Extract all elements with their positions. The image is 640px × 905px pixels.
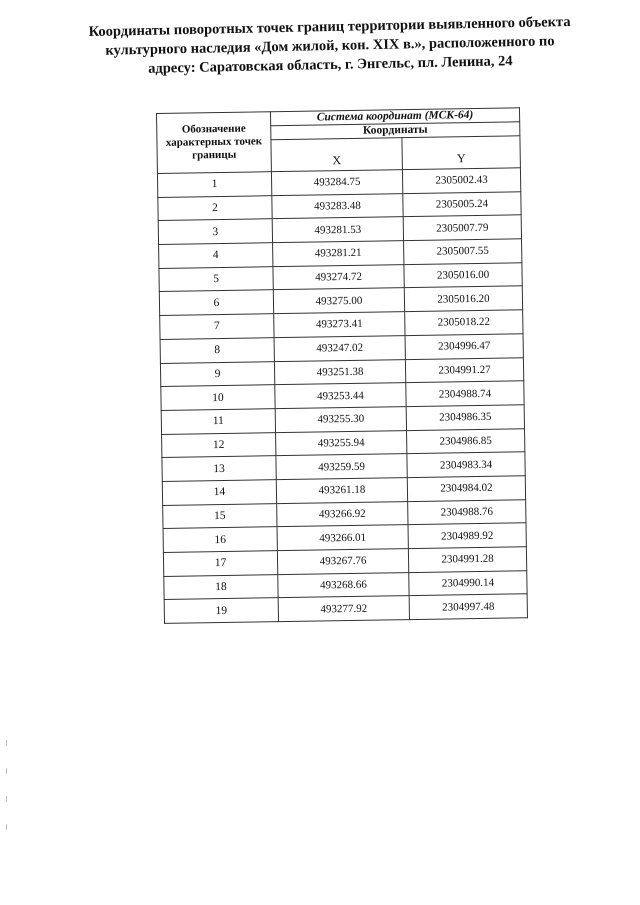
x-coordinate-cell: 493283.48 bbox=[272, 193, 403, 219]
y-coordinate-cell: 2305007.79 bbox=[403, 215, 521, 241]
table-row bbox=[164, 594, 527, 623]
x-coordinate-cell: 493266.92 bbox=[277, 501, 408, 527]
point-number-cell: 11 bbox=[161, 409, 275, 434]
x-coordinate-cell: 493281.53 bbox=[272, 217, 403, 243]
coordinate-system-header: Система координат (МСК-64) bbox=[270, 108, 519, 126]
title-line-2: культурного наследия «Дом жилой, кон. XIX в.», расположенного по bbox=[105, 33, 555, 59]
x-coordinate-cell: 493273.41 bbox=[274, 312, 405, 338]
y-coordinate-cell: 2304986.85 bbox=[407, 428, 525, 454]
y-coordinate-cell: 2304991.28 bbox=[408, 547, 526, 573]
point-number-cell: 17 bbox=[163, 551, 277, 576]
y-coordinate-cell: 2304996.47 bbox=[405, 334, 523, 360]
y-coordinate-cell: 2304983.34 bbox=[407, 452, 525, 478]
x-coordinate-cell: 493261.18 bbox=[276, 478, 407, 504]
y-coordinate-cell: 2305018.22 bbox=[405, 310, 523, 336]
x-coordinate-cell: 493267.76 bbox=[277, 549, 408, 575]
point-number-cell: 3 bbox=[158, 219, 272, 244]
point-number-cell: 12 bbox=[162, 432, 276, 457]
scan-edge-marks bbox=[6, 740, 8, 860]
point-number-cell: 19 bbox=[164, 598, 278, 623]
title-line-1: Координаты поворотных точек границ территории выявленного объекта bbox=[88, 13, 571, 41]
x-column-header: X bbox=[271, 138, 402, 172]
y-coordinate-cell: 2304989.92 bbox=[408, 523, 526, 549]
point-number-cell: 8 bbox=[160, 337, 274, 362]
designation-header: Обозначение характерных точек границы bbox=[157, 112, 272, 174]
y-coordinate-cell: 2305007.55 bbox=[404, 239, 522, 265]
y-coordinate-cell: 2304984.02 bbox=[407, 476, 525, 502]
x-coordinate-cell: 493274.72 bbox=[273, 264, 404, 290]
y-coordinate-cell: 2304997.48 bbox=[409, 594, 527, 620]
x-coordinate-cell: 493277.92 bbox=[278, 596, 409, 622]
x-coordinate-cell: 493259.59 bbox=[276, 454, 407, 480]
coordinates-header: Координаты bbox=[271, 122, 520, 140]
x-coordinate-cell: 493268.66 bbox=[278, 572, 409, 598]
point-number-cell: 9 bbox=[160, 361, 274, 386]
y-column-header: Y bbox=[402, 136, 520, 170]
y-coordinate-cell: 2305016.20 bbox=[404, 286, 522, 312]
x-coordinate-cell: 493284.75 bbox=[271, 170, 402, 196]
x-coordinate-cell: 493247.02 bbox=[274, 335, 405, 361]
y-coordinate-cell: 2304990.14 bbox=[409, 570, 527, 596]
point-number-cell: 15 bbox=[163, 503, 277, 528]
point-number-cell: 16 bbox=[163, 527, 277, 552]
y-coordinate-cell: 2304988.76 bbox=[408, 499, 526, 525]
point-number-cell: 10 bbox=[161, 385, 275, 410]
point-number-cell: 13 bbox=[162, 456, 276, 481]
y-coordinate-cell: 2305005.24 bbox=[403, 191, 521, 217]
point-number-cell: 1 bbox=[157, 172, 271, 197]
x-coordinate-cell: 493266.01 bbox=[277, 525, 408, 551]
scan-mark bbox=[6, 796, 7, 802]
point-number-cell: 4 bbox=[159, 243, 273, 268]
x-coordinate-cell: 493275.00 bbox=[273, 288, 404, 314]
scan-mark bbox=[6, 824, 7, 830]
y-coordinate-cell: 2304991.27 bbox=[405, 357, 523, 383]
coordinates-table bbox=[156, 107, 528, 624]
y-coordinate-cell: 2305016.00 bbox=[404, 263, 522, 289]
y-coordinate-cell: 2304988.74 bbox=[406, 381, 524, 407]
x-coordinate-cell: 493281.21 bbox=[273, 241, 404, 267]
point-number-cell: 2 bbox=[158, 195, 272, 220]
y-coordinate-cell: 2304986.35 bbox=[406, 405, 524, 431]
x-coordinate-cell: 493255.94 bbox=[276, 430, 407, 456]
x-coordinate-cell: 493253.44 bbox=[275, 383, 406, 409]
y-coordinate-cell: 2305002.43 bbox=[402, 168, 520, 194]
x-coordinate-cell: 493251.38 bbox=[274, 359, 405, 385]
scan-mark bbox=[6, 768, 7, 774]
coordinates-table-wrap bbox=[156, 107, 528, 624]
coordinates-table-body bbox=[157, 168, 527, 624]
point-number-cell: 14 bbox=[162, 480, 276, 505]
point-number-cell: 6 bbox=[159, 290, 273, 315]
title-line-3: адресу: Саратовская область, г. Энгельс, пл. Ленина, 24 bbox=[148, 53, 513, 77]
document-title bbox=[59, 12, 600, 80]
point-number-cell: 7 bbox=[160, 314, 274, 339]
scan-mark bbox=[6, 740, 7, 746]
x-coordinate-cell: 493255.30 bbox=[275, 406, 406, 432]
point-number-cell: 5 bbox=[159, 266, 273, 291]
point-number-cell: 18 bbox=[164, 574, 278, 599]
